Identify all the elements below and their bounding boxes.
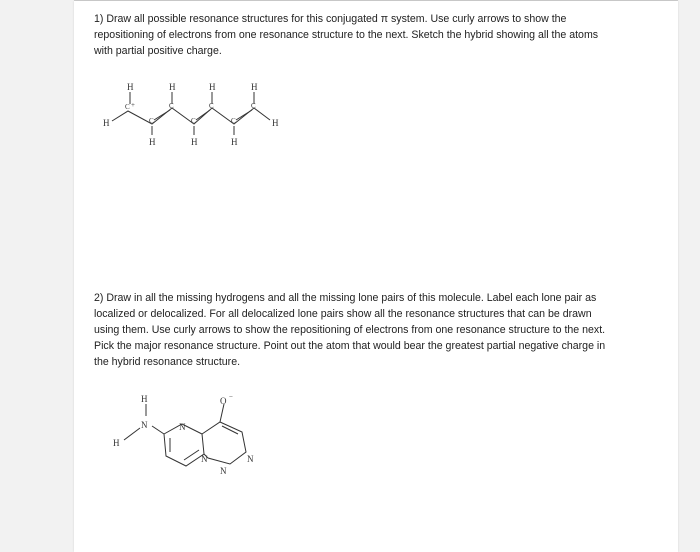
negative-charge: − [229, 393, 233, 401]
bond-n-h-left [124, 428, 140, 440]
atom-carbon-5: C [209, 102, 214, 110]
atom-carbon-2: C [149, 117, 154, 125]
ring-right-double-bond [222, 426, 238, 434]
atom-n-bottom-3: N [247, 454, 254, 464]
atom-h-top-2: H [169, 82, 176, 92]
atom-h-right: H [272, 118, 279, 128]
atom-n-bottom-1: N [201, 454, 208, 464]
bond-n-ring-carbon [152, 426, 164, 434]
atom-h-top-4: H [251, 82, 258, 92]
atom-h-bottom-2: H [191, 137, 198, 147]
atom-carbon-4: C [191, 117, 196, 125]
atom-h-bottom-1: H [149, 137, 156, 147]
atom-n-amine: N [141, 420, 148, 430]
atom-h-top: H [141, 394, 148, 404]
question-2-text: 2) Draw in all the missing hydrogens and all the missing lone pairs of this molecule. Label each lone pair as localized or delocalized. For all delocalized lone pairs show all the resonance structures that can be drawn using them. Use curly arrows to show the repositioning of electrons from one resonance structure to the next. Pick the major resonance structure. Point out the atom that would bear the greatest partial negative charge in the hybrid resonance structure. [94, 292, 606, 368]
molecule-2-heterocycle [105, 388, 270, 480]
molecule-1-double-bond-3 [236, 110, 252, 120]
molecule-1-conjugated-cation [100, 78, 300, 150]
bond-c-o [220, 404, 224, 422]
positive-charge: + [131, 101, 135, 109]
atom-n-bottom-2: N [220, 466, 227, 476]
atom-carbon-3: C [169, 102, 174, 110]
ring-right [202, 422, 246, 464]
molecule-1-double-bond-1 [154, 110, 170, 120]
question-1-text: 1) Draw all possible resonance structures for this conjugated π system. Use curly arrows to show the repositioning of electrons from one resonance structure to the next. Sketch the hybrid showing all the atoms with partial positive charge. [94, 13, 599, 57]
atom-carbon-6: C [231, 117, 236, 125]
atom-h-top-1: H [127, 82, 134, 92]
atom-h-top-3: H [209, 82, 216, 92]
atom-n-ring: N [179, 422, 186, 432]
atom-h-bottom-3: H [231, 137, 238, 147]
atom-h-left: H [103, 118, 110, 128]
atom-h-left: H [113, 438, 120, 448]
atom-carbon-1: C [125, 103, 130, 111]
molecule-1-double-bond-2 [196, 110, 210, 120]
atom-oxygen: O [220, 396, 227, 406]
atom-carbon-7: C [251, 102, 256, 110]
